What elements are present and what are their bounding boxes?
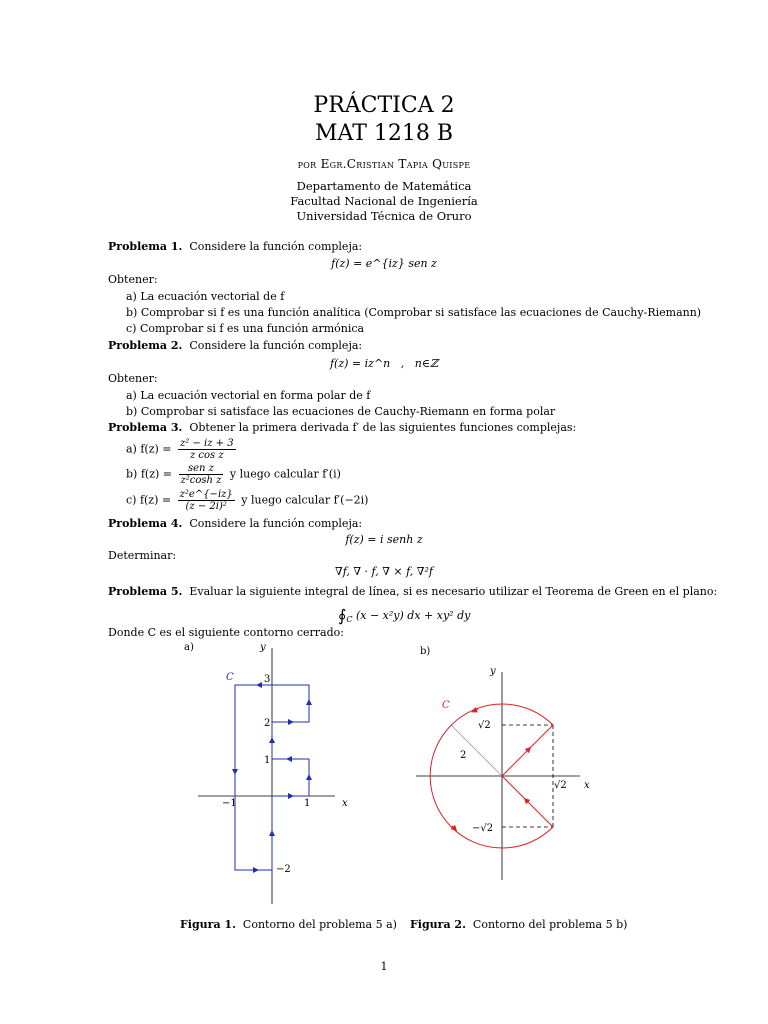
problem-3-a-prefix: a) f(z) = (126, 442, 172, 456)
problem-3-item-b (126, 463, 341, 486)
figure-2-caption-label: Figura 2. (410, 918, 466, 931)
problem-1-item-a: a) La ecuación vectorial de f (126, 290, 285, 303)
problem-2-text: Considere la función compleja: (189, 339, 363, 352)
figure-a-tick-ym2: −2 (276, 864, 291, 875)
figure-a-y-label: y (260, 642, 266, 653)
problem-1-label: Problema 1. (108, 240, 183, 253)
problem-3-c-fraction (178, 489, 235, 512)
problem-3-text: Obtener la primera derivada f′ de las siguientes funciones complejas: (189, 421, 577, 434)
title-line-2: MAT 1218 B (314, 121, 454, 146)
figure-b-contour (408, 636, 608, 886)
problem-2-formula: f(z) = iz^n , n∈ℤ (329, 357, 438, 370)
problem-3-item-c (126, 489, 368, 512)
problem-3-statement (108, 421, 576, 434)
problem-1-item-c: c) Comprobar si f es una función armónica (126, 322, 365, 335)
figure-b-radius-line (451, 725, 502, 776)
figure-b-x-label: x (584, 780, 590, 791)
problem-2-obtain: Obtener: (108, 372, 158, 385)
problem-4-label: Problema 4. (108, 517, 183, 530)
problem-5-contour-text: Donde C es el siguiente contorno cerrado: (108, 626, 344, 639)
figure-2-caption-text: Contorno del problema 5 b) (472, 918, 628, 931)
integral-subscript: C (346, 615, 353, 625)
problem-4-determine: Determinar: (108, 549, 177, 562)
problem-4-formula: f(z) = i senh z (345, 533, 423, 546)
problem-3-a-denominator: z cos z (189, 450, 224, 461)
faculty: Facultad Nacional de Ingeniería (290, 194, 478, 208)
problem-3-c-prefix: c) f(z) = (126, 493, 172, 507)
problem-5-label: Problema 5. (108, 585, 183, 598)
problem-3-a-fraction (178, 438, 236, 461)
figure-1-caption-text: Contorno del problema 5 a) (242, 918, 397, 931)
problem-3-b-numerator: sen z (179, 463, 224, 475)
problem-3-b-suffix: y luego calcular f′(i) (229, 467, 341, 481)
figure-a-curve-label: C (226, 672, 234, 683)
figure-a-tick-y1: 1 (264, 755, 271, 766)
figure-a-tick-x1: 1 (304, 798, 311, 809)
figure-a-tick-y2: 2 (264, 718, 271, 729)
figure-b-arrow (526, 800, 529, 803)
problem-3-a-numerator: z² − iz + 3 (180, 438, 234, 449)
figure-b-tick-sqrt2-x: √2 (554, 780, 567, 791)
problem-3-b-fraction (179, 463, 224, 486)
figure-a-tick-xm1: −1 (222, 798, 237, 809)
problem-3-item-a (126, 438, 239, 461)
problem-1-text: Considere la función compleja: (189, 240, 363, 253)
university: Universidad Técnica de Oruro (296, 209, 472, 223)
contour-integral-symbol: ∮ (338, 606, 347, 625)
problem-3-c-numerator: z²e^{−iz} (179, 489, 233, 500)
problem-1-statement (108, 240, 362, 253)
figure-a-contour (170, 636, 370, 911)
figure-b-panel-label: b) (420, 646, 431, 657)
integrand: (x − x²y) dx + xy² dy (355, 609, 471, 622)
problem-3-c-suffix: y luego calcular f′(−2i) (241, 493, 369, 507)
problem-3-b-prefix: b) f(z) = (126, 467, 172, 481)
problem-3-c-denominator: (z − 2i)² (185, 501, 227, 512)
problem-4-statement (108, 517, 362, 530)
figure-1-caption-label: Figura 1. (180, 918, 236, 931)
problem-5-text: Evaluar la siguiente integral de línea, si es necesario utilizar el Teorema de Green en el plano: (189, 585, 718, 598)
figure-b-radius-label: 2 (460, 750, 467, 761)
problem-1-formula: f(z) = e^{iz} sen z (331, 257, 437, 270)
problem-2-item-b: b) Comprobar si satisface las ecuaciones de Cauchy-Riemann en forma polar (126, 405, 556, 418)
problem-2-statement (108, 339, 362, 352)
problem-1-item-b: b) Comprobar si f es una función analítica (Comprobar si satisface las ecuaciones de Cauchy-Riemann) (126, 306, 702, 319)
figure-1-caption (180, 918, 397, 931)
problem-1-obtain: Obtener: (108, 273, 158, 286)
title-line-1: PRÁCTICA 2 (313, 93, 455, 118)
problem-2-item-a: a) La ecuación vectorial en forma polar de f (126, 389, 371, 402)
problem-4-operators: ∇f, ∇ · f, ∇ × f, ∇²f (335, 565, 433, 578)
figure-2-caption (410, 918, 627, 931)
problem-3-b-denominator: z²cosh z (180, 475, 222, 486)
figure-b-y-label: y (490, 666, 496, 677)
page-number: 1 (380, 960, 388, 973)
figure-a-x-label: x (342, 798, 348, 809)
figure-b-tick-sqrt2-y: √2 (478, 720, 491, 731)
author: por Egr.Cristian Tapia Quispe (297, 157, 471, 171)
problem-5-statement (108, 585, 717, 598)
figure-a-panel-label: a) (184, 642, 194, 653)
figure-b-arrow (526, 749, 529, 752)
figure-b-tick-msqrt2-y: −√2 (472, 823, 494, 834)
problem-4-text: Considere la función compleja: (189, 517, 363, 530)
department: Departamento de Matemática (296, 179, 472, 193)
problem-5-integral (338, 604, 470, 624)
figure-b-curve-label: C (442, 700, 450, 711)
problem-3-label: Problema 3. (108, 421, 183, 434)
problem-2-label: Problema 2. (108, 339, 183, 352)
figure-a-tick-y3: 3 (264, 674, 271, 685)
